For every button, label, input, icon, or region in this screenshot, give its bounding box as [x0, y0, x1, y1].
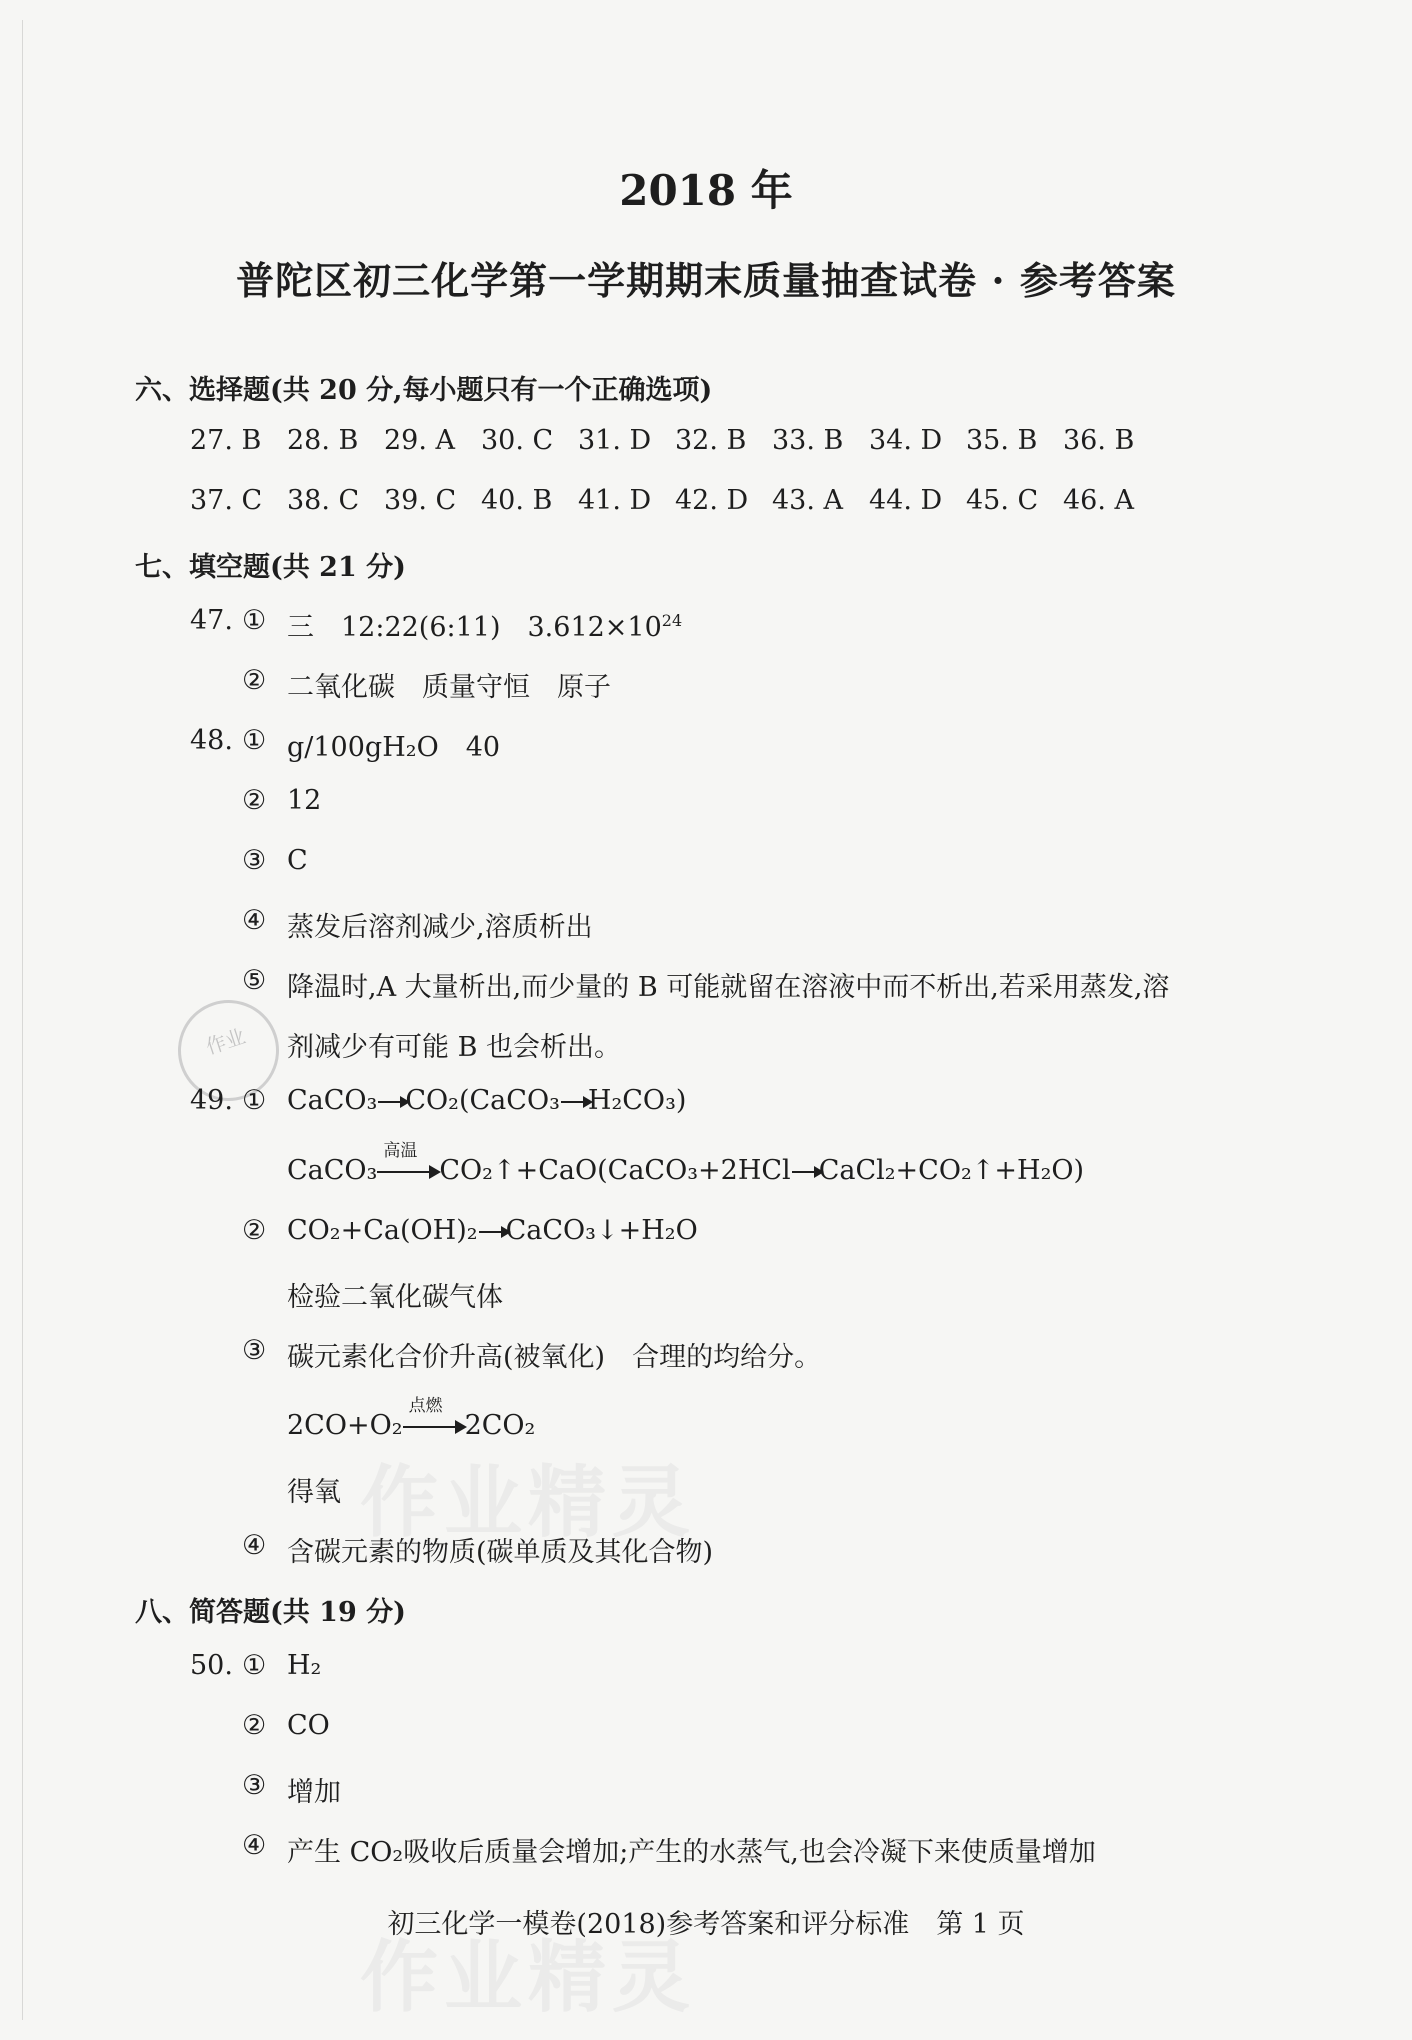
- answer-34: 34. D: [869, 425, 943, 456]
- answer-45: 45. C: [966, 485, 1039, 516]
- arrow-icon: [479, 1231, 505, 1233]
- answer-42: 42. D: [675, 485, 749, 516]
- q49-3-mark: ③: [242, 1335, 267, 1366]
- q48-5-mark: ⑤: [242, 965, 267, 996]
- q49-3-equation: 2CO+O₂ 点燃 2CO₂: [287, 1395, 536, 1441]
- q48-4-mark: ④: [242, 905, 267, 936]
- q50-1-mark: ①: [242, 1650, 267, 1681]
- q49-4-mark: ④: [242, 1530, 267, 1561]
- answer-30: 30. C: [481, 425, 554, 456]
- q48-2-answer: 12: [287, 785, 322, 816]
- question-48-number: 48.: [190, 725, 233, 756]
- q49-1-mark: ①: [242, 1085, 267, 1116]
- q50-3-answer: 增加: [287, 1777, 341, 1808]
- q47-1-answer: 三 12:22(6:11) $3.612\times 10^{24}$: [287, 611, 683, 643]
- answer-41: 41. D: [578, 485, 652, 516]
- answer-35: 35. B: [966, 425, 1038, 456]
- section-6-heading: 六、选择题(共 20 分,每小题只有一个正确选项): [135, 375, 713, 406]
- q50-2-answer: CO: [287, 1710, 330, 1741]
- question-49-number: 49.: [190, 1085, 233, 1116]
- question-50-number: 50.: [190, 1650, 233, 1681]
- page-footer: 初三化学一模卷(2018)参考答案和评分标准 第 1 页: [387, 1909, 1025, 1940]
- q49-3-answer-2: 得氧: [287, 1477, 341, 1508]
- answer-29: 29. A: [384, 425, 456, 456]
- q48-5-answer-line2: 剂减少有可能 B 也会析出。: [287, 1032, 622, 1063]
- question-47-number: 47.: [190, 605, 233, 636]
- answer-46: 46. A: [1063, 485, 1135, 516]
- answer-31: 31. D: [578, 425, 652, 456]
- section-7-heading: 七、填空题(共 21 分): [135, 552, 406, 583]
- page-title: 普陀区初三化学第一学期期末质量抽查试卷 · 参考答案: [236, 258, 1176, 303]
- arrow-icon: [561, 1101, 587, 1103]
- answer-38: 38. C: [287, 485, 360, 516]
- q50-2-mark: ②: [242, 1710, 267, 1741]
- answer-36: 36. B: [1063, 425, 1135, 456]
- reaction-arrow-icon: 点燃: [403, 1417, 465, 1437]
- answer-40: 40. B: [481, 485, 553, 516]
- watermark-footer: 作业精灵: [360, 1933, 697, 2023]
- q48-5-answer-line1: 降温时,A 大量析出,而少量的 B 可能就留在溶液中而不析出,若采用蒸发,溶: [287, 972, 1170, 1003]
- answer-28: 28. B: [287, 425, 359, 456]
- q50-3-mark: ③: [242, 1770, 267, 1801]
- arrow-icon: [378, 1101, 404, 1103]
- stamp-logo: 作业: [165, 987, 292, 1114]
- q48-3-mark: ③: [242, 845, 267, 876]
- q47-2-mark: ②: [242, 665, 267, 696]
- q48-4-answer: 蒸发后溶剂减少,溶质析出: [287, 912, 593, 943]
- answer-33: 33. B: [772, 425, 844, 456]
- q47-2-answer: 二氧化碳 质量守恒 原子: [287, 672, 611, 703]
- title-year: 2018 年: [619, 166, 793, 215]
- q48-1-answer: g/100gH₂O 40: [287, 732, 501, 763]
- reaction-arrow-icon: 高温: [377, 1162, 439, 1182]
- section-8-heading: 八、简答题(共 19 分): [135, 1597, 406, 1628]
- q47-1-mark: ①: [242, 605, 267, 636]
- q49-1-answer: CaCO₃ CO₂(CaCO₃ H₂CO₃): [287, 1085, 687, 1116]
- arrow-icon: [792, 1171, 818, 1173]
- q48-3-answer: C: [287, 845, 308, 876]
- q49-1-equation: CaCO₃ 高温 CO₂↑+CaO(CaCO₃+2HCl CaCl₂+CO₂↑+H₂O): [287, 1140, 1085, 1186]
- watermark: 作业精灵: [360, 1458, 697, 1548]
- mc-row-2: [190, 485, 1160, 516]
- mc-row-1: [190, 425, 1160, 456]
- answer-39: 39. C: [384, 485, 457, 516]
- answer-32: 32. B: [675, 425, 747, 456]
- q48-1-mark: ①: [242, 725, 267, 756]
- answer-37: 37. C: [190, 485, 263, 516]
- q48-2-mark: ②: [242, 785, 267, 816]
- q50-1-answer: H₂: [287, 1650, 322, 1681]
- q49-4-answer: 含碳元素的物质(碳单质及其化合物): [287, 1537, 714, 1568]
- answer-43: 43. A: [772, 485, 844, 516]
- q49-2-equation: CO₂+Ca(OH)₂ CaCO₃↓+H₂O: [287, 1215, 698, 1246]
- answer-44: 44. D: [869, 485, 943, 516]
- q50-4-mark: ④: [242, 1830, 267, 1861]
- q49-3-answer: 碳元素化合价升高(被氧化) 合理的均给分。: [287, 1342, 822, 1373]
- page-edge: [22, 20, 23, 2020]
- answer-27: 27. B: [190, 425, 262, 456]
- q49-2-answer: 检验二氧化碳气体: [287, 1282, 503, 1313]
- q49-2-mark: ②: [242, 1215, 267, 1246]
- q50-4-answer: 产生 CO₂吸收后质量会增加;产生的水蒸气,也会冷凝下来使质量增加: [287, 1837, 1096, 1868]
